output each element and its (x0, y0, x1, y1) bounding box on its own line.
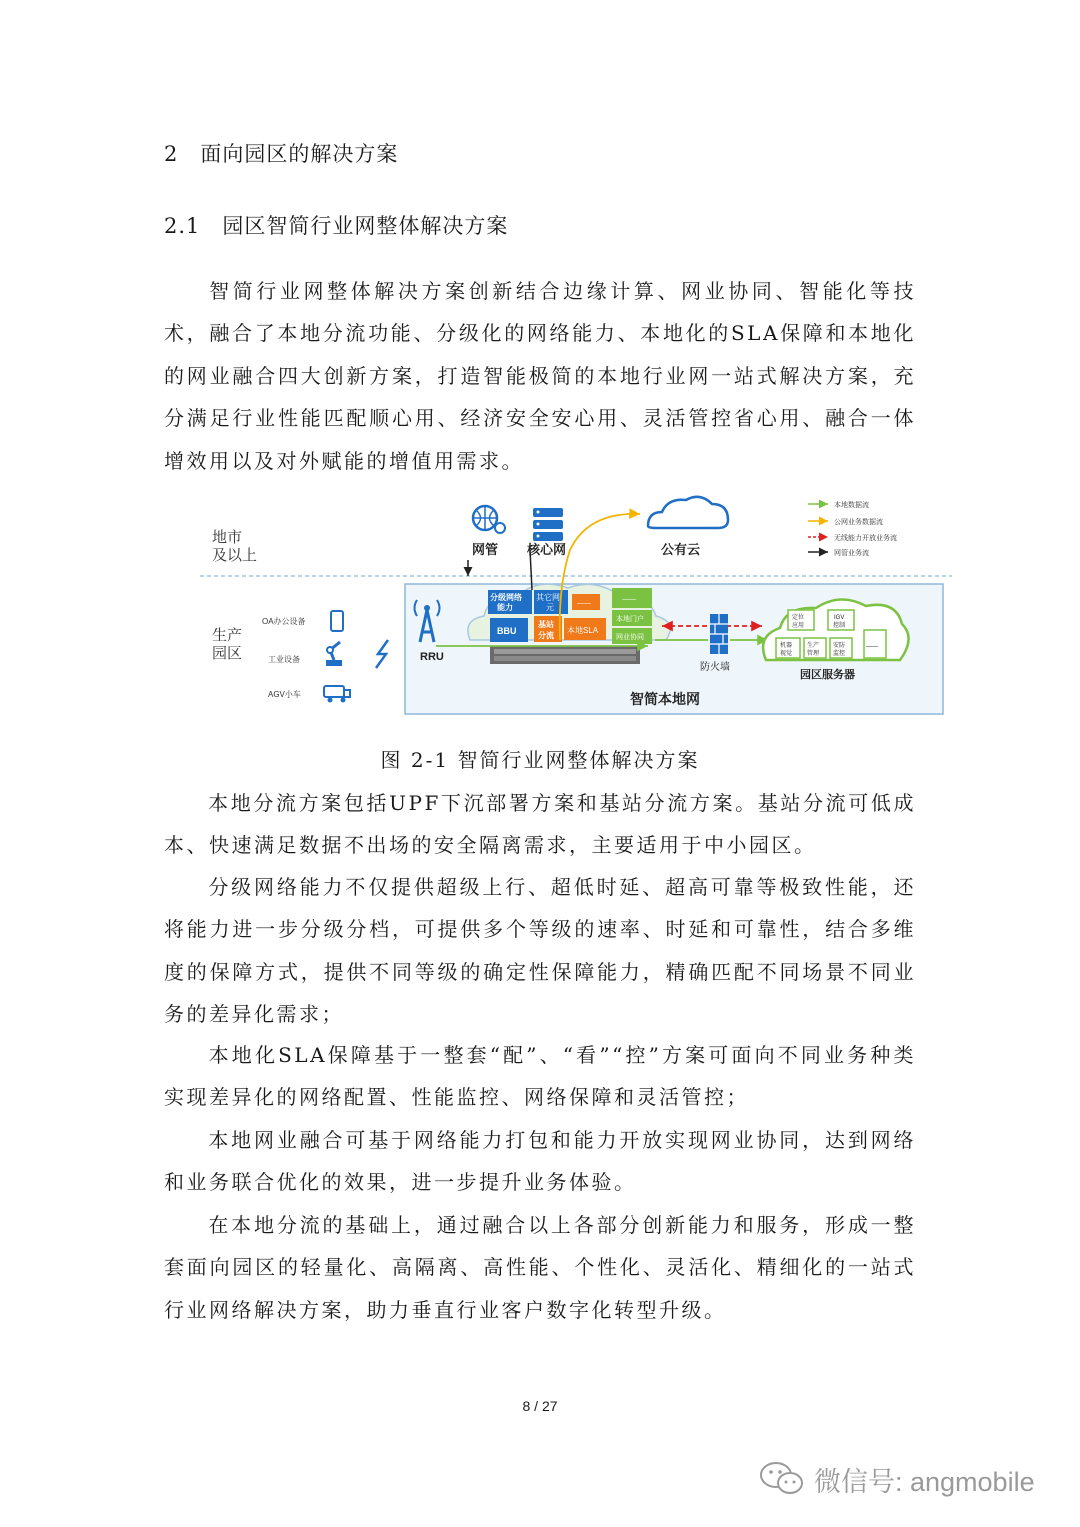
core-network-label: 核心网 (527, 542, 567, 557)
local-sla-text: 本地SLA (567, 626, 599, 635)
public-cloud-icon (648, 497, 728, 528)
security-monitor-text-2: 监控 (833, 651, 846, 657)
tiered-capability-text-2: 能力 (497, 603, 513, 612)
section-title: 面向园区的解决方案 (200, 142, 399, 166)
legend-item: 网管业务流 (834, 550, 869, 557)
paragraph-text: 智简行业网整体解决方案创新结合边缘计算、网业协同、智能化等技术，融合了本地分流功能、分级化的网络能力、本地化的SLA保障和本地化的网业融合四大创新方案，打造智能极简的本地行业网一站式解决方案，充分满足行业性能匹配顺心用、经济安全安心用、灵活管控省心用、融合一体增效用以及对外赋能的增值用需求。 (164, 279, 916, 473)
rack-server-icon (490, 646, 640, 664)
device-label: OA办公设备 (262, 617, 306, 626)
device-label: 工业设备 (268, 655, 300, 664)
subsection-title: 园区智简行业网整体解决方案 (222, 214, 509, 238)
section-heading (164, 138, 398, 168)
section-number: 2 (164, 142, 179, 166)
bs-offload-text: 基站 (538, 620, 554, 629)
page-number: 8 / 27 (522, 1398, 558, 1414)
bs-offload-text-2: 分流 (538, 631, 554, 640)
watermark-text: 微信号: angmobile (814, 1467, 1035, 1497)
firewall-label: 防火墙 (700, 662, 730, 673)
placeholder-text: —— (866, 644, 878, 650)
machine-vision-text: 机器 (780, 643, 793, 649)
legend (808, 500, 897, 557)
placeholder-text: —— (577, 600, 591, 607)
other-ne-text-2: 元 (546, 603, 554, 612)
bbu-text: BBU (497, 626, 517, 636)
device-label: AGV小车 (268, 690, 301, 699)
park-server-label: 园区服务器 (800, 669, 855, 681)
robot-arm-icon (326, 642, 342, 666)
phone-icon (331, 611, 343, 631)
wechat-icon (758, 1460, 806, 1496)
locate-app-text: 定位 (792, 615, 805, 621)
machine-vision-text-2: 视觉 (780, 651, 793, 657)
locate-app-text-2: 应用 (792, 623, 805, 629)
region-label-bottom: 生产 (212, 627, 243, 644)
legend-item: 无线能力开放业务流 (834, 535, 897, 542)
firewall-icon (710, 614, 728, 654)
paragraph-tiered-capability (164, 866, 916, 1036)
local-portal-text: 本地门户 (616, 616, 644, 623)
subsection-heading (164, 210, 508, 240)
network-management-label: 网管 (472, 542, 499, 557)
region-label-top: 地市 (212, 529, 243, 546)
tiered-capability-text: 分级网络 (490, 593, 522, 602)
region-label-bottom-2: 园区 (212, 645, 243, 662)
igv-control-text-2: 控制 (833, 623, 846, 629)
paragraph-text: 本地网业融合可基于网络能力打包和能力开放实现网业协同，达到网络和业务联合优化的效果，进一步提升业务体验。 (164, 1128, 916, 1195)
solution-diagram (200, 490, 960, 725)
production-mgmt-text: 生产 (807, 643, 820, 649)
paragraph-local-sla (164, 1034, 916, 1119)
legend-item: 公网业务数据流 (834, 519, 883, 526)
security-monitor-text: 安防 (833, 643, 846, 649)
paragraph-summary (164, 1204, 916, 1331)
paragraph-text: 分级网络能力不仅提供超级上行、超低时延、超高可靠等极致性能，还将能力进一步分级分档，可提供多个等级的速率、时延和可靠性，结合多维度的保障方式，提供不同等级的确定性保障能力，精确匹配不同场景不同业务的差异化需求； (164, 875, 916, 1027)
region-label-top-2: 及以上 (212, 547, 258, 564)
core-network-server-icon (533, 508, 563, 541)
paragraph-text: 在本地分流的基础上，通过融合以上各部分创新能力和服务，形成一整套面向园区的轻量化、高隔离、高性能、个性化、灵活化、精细化的一站式行业网络解决方案，助力垂直行业客户数字化转型升级。 (164, 1213, 916, 1322)
wechat-watermark (758, 1458, 1058, 1498)
production-mgmt-text-2: 管理 (807, 651, 820, 657)
other-ne-text: 其它网 (536, 593, 560, 602)
paragraph-intro (164, 270, 916, 482)
igv-control-text: IGV (834, 615, 845, 621)
public-cloud-label: 公有云 (661, 542, 701, 557)
paragraph-text: 本地分流方案包括UPF下沉部署方案和基站分流方案。基站分流可低成本、快速满足数据不出场的安全隔离需求，主要适用于中小园区。 (164, 791, 916, 858)
placeholder-text: —— (622, 596, 636, 603)
subsection-number: 2.1 (164, 214, 201, 238)
network-management-icon (473, 506, 505, 533)
paragraph-text: 本地化SLA保障基于一整套“配”、“看”“控”方案可面向不同业务种类实现差异化的网络配置、性能监控、网络保障和灵活管控； (164, 1043, 916, 1110)
paragraph-network-service-fusion (164, 1119, 916, 1204)
paragraph-local-offload (164, 782, 916, 867)
rru-label: RRU (420, 651, 444, 663)
synergy-text: 网业协同 (616, 634, 644, 641)
wireless-link-icon (376, 640, 388, 668)
agv-cart-icon (324, 686, 350, 703)
legend-item: 本地数据流 (834, 502, 869, 509)
local-network-label: 智简本地网 (630, 691, 700, 707)
figure-caption: 图 2-1 智简行业网整体解决方案 (380, 748, 700, 772)
